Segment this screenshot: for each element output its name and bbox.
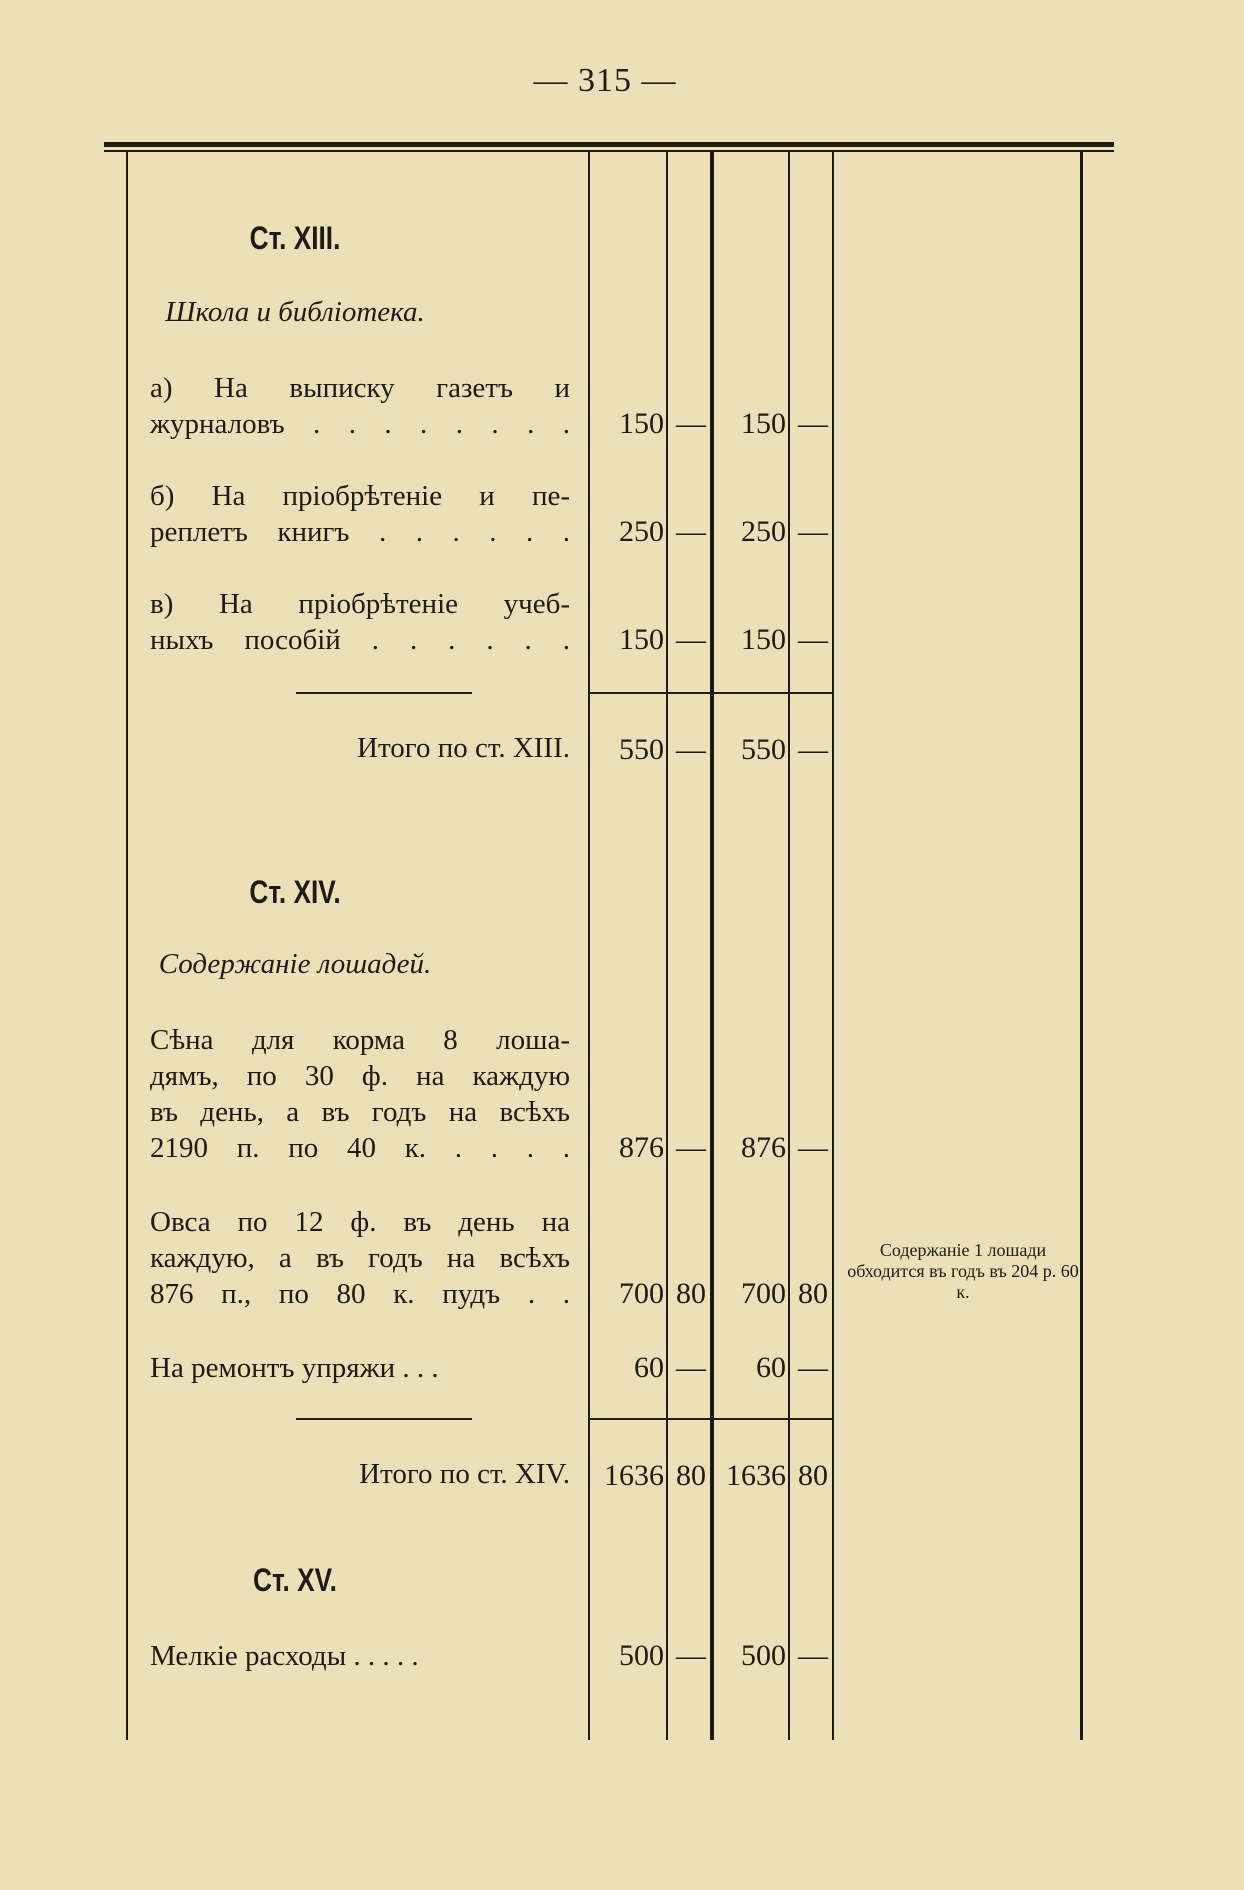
subtotal-rule <box>714 692 788 694</box>
item-desc-line1: б) На пріобрѣтеніе и пе- <box>150 480 570 512</box>
total-kop-2: 80 <box>798 1459 828 1492</box>
page-number: — 315 — <box>533 62 677 99</box>
top-rule-thick <box>104 142 1114 147</box>
item-desc-line: Овса по 12 ф. въ день на <box>150 1206 570 1238</box>
amount-kop-2: — <box>798 407 828 440</box>
amount-rub-2: 700 <box>741 1277 786 1310</box>
item-desc-line: Сѣна для корма 8 лоша- <box>150 1024 570 1056</box>
subtotal-rule <box>590 1418 666 1420</box>
item-desc-line1: а) На выписку газетъ и <box>150 372 570 404</box>
item-desc-line: дямъ, по 30 ф. на каждую <box>150 1060 570 1092</box>
amount-kop-1: — <box>676 1639 706 1672</box>
total-rub-2: 1636 <box>726 1459 786 1492</box>
amount-kop-1: — <box>676 623 706 656</box>
section-heading-xv: Ст. XV. <box>253 1562 337 1598</box>
amount-rub-1: 876 <box>619 1131 664 1164</box>
amount-kop-2: — <box>798 1351 828 1384</box>
amount-kop-2: — <box>798 1639 828 1672</box>
subtotal-rule <box>590 692 666 694</box>
total-rub-1: 550 <box>619 733 664 766</box>
top-rule-thin <box>104 150 1114 152</box>
column-line-kop2 <box>788 152 790 1740</box>
subtotal-rule <box>668 692 710 694</box>
amount-kop-2: — <box>798 623 828 656</box>
item-desc-line2: ныхъ пособій . . . . . . <box>150 624 570 656</box>
subtotal-rule <box>668 1418 710 1420</box>
item-desc-line: 876 п., по 80 к. пудъ . . <box>150 1278 570 1310</box>
total-kop-1: 80 <box>676 1459 706 1492</box>
amount-rub-2: 150 <box>741 407 786 440</box>
amount-rub-1: 150 <box>619 407 664 440</box>
item-desc-line: Мелкіе расходы . . . . . <box>150 1640 419 1672</box>
subtotal-rule <box>790 692 832 694</box>
amount-kop-1: — <box>676 1131 706 1164</box>
item-desc-line1: в) На пріобрѣтеніе учеб- <box>150 588 570 620</box>
column-line-kop1 <box>666 152 668 1740</box>
column-line-rub1 <box>588 152 590 1740</box>
section-heading-xiv: Ст. XIV. <box>249 874 341 910</box>
amount-rub-2: 876 <box>741 1131 786 1164</box>
amount-kop-1: — <box>676 1351 706 1384</box>
total-rub-1: 1636 <box>604 1459 664 1492</box>
column-line-notes <box>832 152 834 1740</box>
subtotal-rule <box>296 1418 472 1420</box>
amount-rub-2: 500 <box>741 1639 786 1672</box>
amount-kop-2: — <box>798 515 828 548</box>
amount-rub-2: 150 <box>741 623 786 656</box>
amount-rub-1: 500 <box>619 1639 664 1672</box>
item-desc-line: каждую, а въ годъ на всѣхъ <box>150 1242 570 1274</box>
column-line-left <box>126 152 128 1740</box>
item-desc-line: На ремонтъ упряжи . . . <box>150 1352 439 1384</box>
total-kop-2: — <box>798 733 828 766</box>
total-rub-2: 550 <box>741 733 786 766</box>
section-subheading-xiv: Содержаніе лошадей. <box>158 948 432 980</box>
amount-kop-2: — <box>798 1131 828 1164</box>
section-heading-xiii: Ст. XIII. <box>249 220 341 256</box>
amount-kop-1: — <box>676 407 706 440</box>
side-note: Содержаніе 1 лошади обходится въ годъ въ 204 р. 60 к. <box>847 1240 1079 1302</box>
amount-rub-1: 60 <box>634 1351 664 1384</box>
subtotal-rule <box>714 1418 788 1420</box>
subtotal-rule <box>296 692 472 694</box>
column-line-right <box>1080 152 1083 1740</box>
section-subheading-xiii: Школа и библіотека. <box>165 296 425 328</box>
item-desc-line2: реплетъ книгъ . . . . . . <box>150 516 570 548</box>
amount-kop-1: 80 <box>676 1277 706 1310</box>
amount-kop-2: 80 <box>798 1277 828 1310</box>
amount-kop-1: — <box>676 515 706 548</box>
total-kop-1: — <box>676 733 706 766</box>
amount-rub-2: 250 <box>741 515 786 548</box>
column-line-rub2 <box>710 152 714 1740</box>
total-label-xiv: Итого по ст. XIV. <box>359 1458 570 1490</box>
amount-rub-1: 700 <box>619 1277 664 1310</box>
total-label-xiii: Итого по ст. XIII. <box>357 732 570 764</box>
amount-rub-1: 250 <box>619 515 664 548</box>
item-desc-line: 2190 п. по 40 к. . . . . <box>150 1132 570 1164</box>
amount-rub-2: 60 <box>756 1351 786 1384</box>
item-desc-line2: журналовъ . . . . . . . . <box>150 408 570 440</box>
subtotal-rule <box>790 1418 832 1420</box>
amount-rub-1: 150 <box>619 623 664 656</box>
item-desc-line: въ день, а въ годъ на всѣхъ <box>150 1096 570 1128</box>
